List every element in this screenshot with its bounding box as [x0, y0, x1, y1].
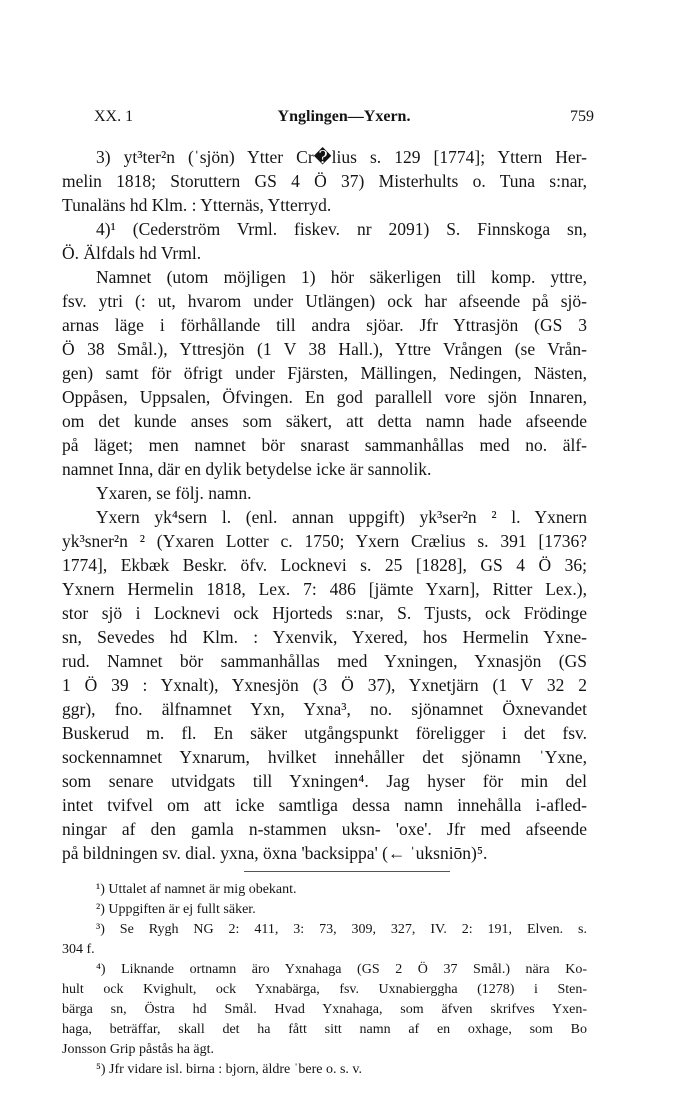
- body-line: melin 1818; Storuttern GS 4 Ö 37) Misterhults o. Tuna s:nar,: [62, 171, 587, 191]
- body-line: Ö. Älfdals hd Vrml.: [62, 243, 202, 263]
- entry-heading: Yxaren, se följ. namn.: [96, 483, 252, 503]
- footnote-line: ²) Uppgiften är ej fullt säker.: [96, 902, 256, 917]
- footnote-line: Jonsson Grip påstås ha ägt.: [62, 1042, 215, 1057]
- body-line: Namnet (utom möjligen 1) hör säkerligen till komp. yttre,: [96, 267, 587, 287]
- footnote-divider: [244, 871, 450, 872]
- body-line: ningar af den gamla n-stammen uksn- 'oxe'. Jfr med afseende: [62, 819, 587, 839]
- body-line: 3) yt³ter²n (ˈsjön) Ytter Cr�lius s. 129 [1774]; Yttern Her-: [96, 147, 587, 167]
- body-line: om det kunde anses som säkert, att detta namn hade afseende: [62, 411, 587, 431]
- section-number: XX. 1: [94, 108, 134, 125]
- body-line: sn, Sevedes hd Klm. : Yxenvik, Yxered, hos Hermelin Yxne-: [62, 627, 587, 647]
- body-line: stor sjö i Locknevi ock Hjorteds s:nar, S. Tjusts, ock Frödinge: [62, 603, 587, 623]
- body-line: Ö 38 Smål.), Yttresjön (1 V 38 Hall.), Yttre Vrången (se Vrån-: [62, 339, 587, 359]
- body-line: Yxnern Hermelin 1818, Lex. 7: 486 [jämte Yxarn], Ritter Lex.),: [62, 579, 587, 599]
- body-line: som senare utvidgats till Yxningen⁴. Jag hyser för min del: [62, 771, 587, 791]
- footnote-line: ⁵) Jfr vidare isl. birna : bjorn, äldre ˈbere o. s. v.: [96, 1062, 362, 1077]
- body-line: 1774], Ekbæk Beskr. öfv. Locknevi s. 25 [1828], GS 4 Ö 36;: [62, 555, 587, 575]
- entry-heading: Yxern yk⁴sern l. (enl. annan uppgift) yk³ser²n ² l. Yxnern: [96, 507, 587, 527]
- body-line: på läget; men namnet bör snarast sammanhållas med no. älf-: [62, 435, 587, 455]
- footnote-line: haga, beträffar, skall det ha fått sitt namn af en oxhage, som Bo: [62, 1022, 587, 1037]
- body-line: 1 Ö 39 : Yxnalt), Yxnesjön (3 Ö 37), Yxnetjärn (1 V 32 2: [62, 675, 587, 695]
- footnote-line: ¹) Uttalet af namnet är mig obekant.: [96, 882, 297, 897]
- footnote-line: ⁴) Liknande ortnamn äro Yxnahaga (GS 2 Ö 37 Smål.) nära Ko-: [96, 962, 587, 977]
- footnote-line: bärga sn, Östra hd Smål. Hvad Yxnahaga, som äfven skrifves Yxen-: [62, 1002, 587, 1017]
- body-line: ggr), fno. älfnamnet Yxn, Yxna³, no. sjönamnet Öxnevandet: [62, 699, 587, 719]
- body-line: på bildningen sv. dial. yxna, öxna 'backsippa' (← ˈuksniōn)⁵.: [62, 843, 488, 863]
- footnote-line: ³) Se Rygh NG 2: 411, 3: 73, 309, 327, IV. 2: 191, Elven. s.: [96, 922, 587, 937]
- body-line: yk³sner²n ² (Yxaren Lotter c. 1750; Yxern Crælius s. 391 [1736?: [62, 531, 587, 551]
- body-line: fsv. ytri (: ut, hvarom under Utlängen) ock har afseende på sjö-: [62, 291, 587, 311]
- body-line: arnas läge i förhållande till andra sjöar. Jfr Yttrasjön (GS 3: [62, 315, 587, 335]
- body-line: intet tvifvel om att icke samtliga dessa namn innehålla i-afled-: [62, 795, 587, 815]
- footnote-line: 304 f.: [62, 942, 95, 957]
- body-line: Oppåsen, Uppsalen, Öfvingen. En god parallell vore sjön Innaren,: [62, 387, 587, 407]
- body-line: rud. Namnet bör sammanhållas med Yxningen, Yxnasjön (GS: [62, 651, 587, 671]
- body-line: 4)¹ (Cederström Vrml. fiskev. nr 2091) S. Finnskoga sn,: [96, 219, 587, 239]
- body-line: sockennamnet Yxnarum, hvilket innehåller det sjönamn ˈYxne,: [62, 747, 587, 767]
- body-line: gen) samt för öfrigt under Fjärsten, Mällingen, Nedingen, Nästen,: [62, 363, 587, 383]
- running-title: Ynglingen—Yxern.: [277, 108, 411, 125]
- body-line: Buskerud m. fl. En säker utgångspunkt föreligger i det fsv.: [62, 723, 587, 743]
- page-number: 759: [570, 108, 594, 125]
- body-line: Tunaläns hd Klm. : Ytternäs, Ytterryd.: [62, 195, 332, 215]
- footnote-line: hult ock Kvighult, ock Yxnabärga, fsv. Uxnabierggha (1278) i Sten-: [62, 982, 587, 997]
- running-header: [94, 108, 594, 130]
- body-line: namnet Inna, där en dylik betydelse icke är sannolik.: [62, 459, 432, 479]
